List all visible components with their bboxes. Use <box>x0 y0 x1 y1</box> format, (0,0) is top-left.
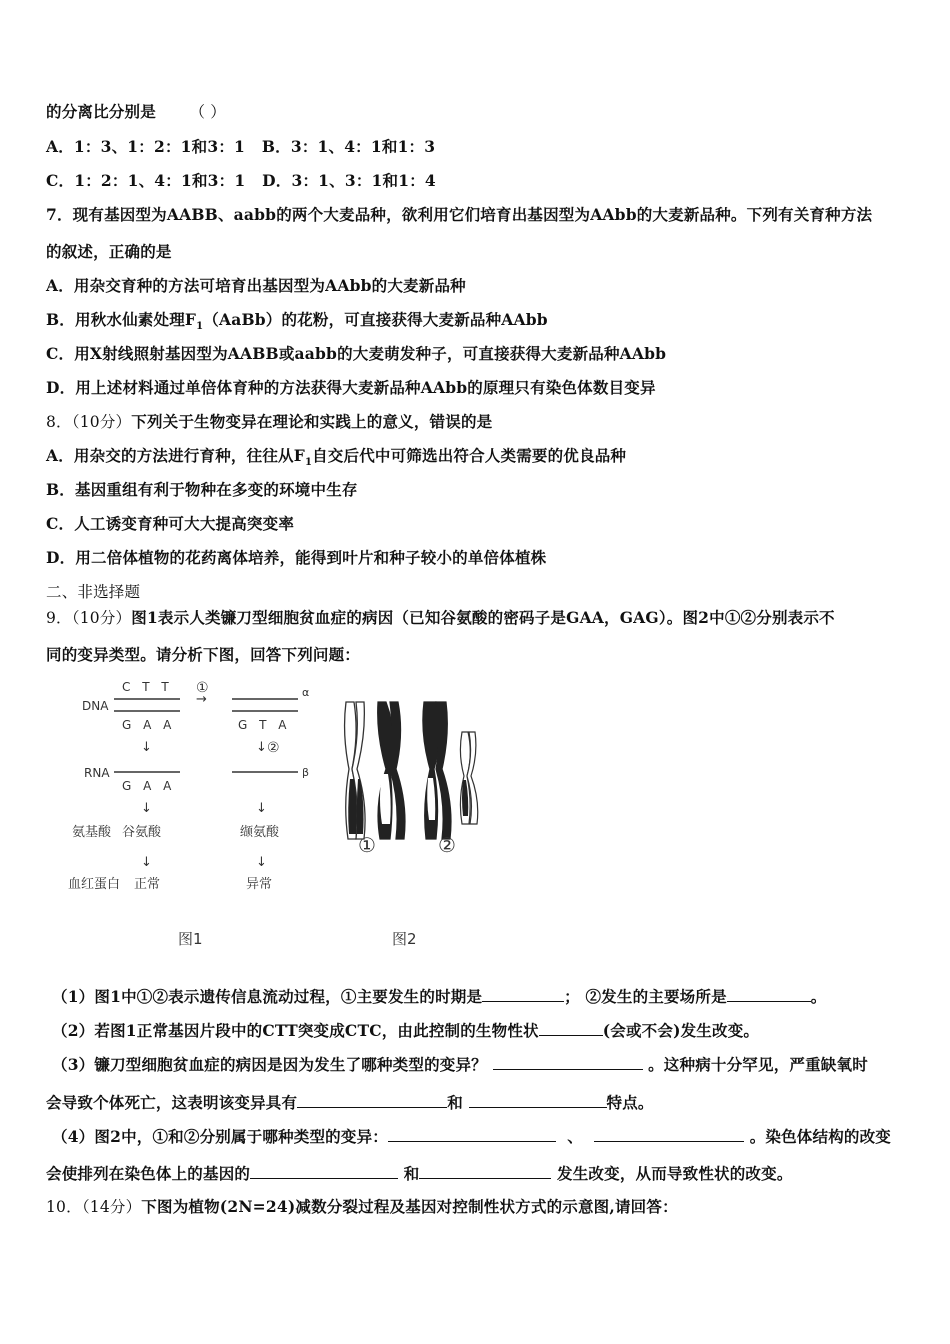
q8-stem: 8．（10分）下列关于生物变异在理论和实践上的意义，错误的是 <box>46 412 493 431</box>
answer-blank[interactable] <box>250 1163 398 1179</box>
hemoglobin-label: 血红蛋白 <box>68 877 121 892</box>
q9-stem-line1: 9．（10分）图1表示人类镰刀型细胞贫血症的病因（已知谷氨酸的密码子是GAA，GAG）。图2中①②分别表示不 <box>46 608 835 627</box>
q8-option-b: B．基因重组有利于物种在多变的环境中生存 <box>46 480 358 499</box>
arrow-down-icon: ↓ <box>256 801 267 816</box>
chromosome-pair-1 <box>345 702 366 839</box>
mutant-strand: G T A <box>238 718 291 732</box>
q6-option-c: C．1：2：1、4：1和3：1 <box>46 171 246 190</box>
chromosome-label-2: ② <box>438 833 456 857</box>
answer-blank[interactable] <box>297 1092 447 1108</box>
abnormal-label: 异常 <box>246 877 273 892</box>
q6-option-d: D．3：1、3：1和1：4 <box>262 171 436 190</box>
arrow-down-icon: ↓ <box>256 855 267 870</box>
normal-label: 正常 <box>134 877 161 892</box>
q10-stem: 10．（14分）下图为植物(2N=24)减数分裂过程及基因对控制性状方式的示意图,请回答： <box>46 1197 678 1216</box>
q9-figure-svg <box>60 674 520 964</box>
arrow-down-icon: ↓ <box>256 740 267 755</box>
q9-stem-line2: 同的变异类型。请分析下图，回答下列问题： <box>46 645 361 664</box>
q7-stem-line1: 7．现有基因型为AABB、aabb的两个大麦品种，欲利用它们培育出基因型为AAbb的大麦新品种。下列有关育种方法 <box>46 205 873 224</box>
q9-figure <box>60 674 520 964</box>
q7-option-a: A．用杂交育种的方法可培育出基因型为AAbb的大麦新品种 <box>46 276 466 295</box>
glutamic-acid: 谷氨酸 <box>122 825 162 840</box>
q9-sub1: （1）图1中①②表示遗传信息流动过程，①主要发生的时期是 ； ②发生的主要场所是 。 <box>52 987 827 1006</box>
rna-strand: G A A <box>122 779 176 793</box>
dna-bottom-strand: G A A <box>122 718 176 732</box>
section-heading: 二、非选择题 <box>46 583 141 601</box>
q6-options-cd <box>46 171 436 191</box>
q6-options-ab <box>46 137 435 157</box>
q9-sub4-line2: 会使排列在染色体上的基因的 和 发生改变，从而导致性状的改变。 <box>46 1164 793 1183</box>
fig1-caption: 图1 <box>178 930 203 948</box>
q9-sub2: （2）若图1正常基因片段中的CTT突变成CTC，由此控制的生物性状 (会或不会)发生改变。 <box>52 1021 760 1040</box>
q7-option-c: C．用X射线照射基因型为AABB或aabb的大麦萌发种子，可直接获得大麦新品种AAbb <box>46 344 667 363</box>
chromosome-pair-2-partner <box>460 732 477 824</box>
chromosome-label-1: ① <box>358 833 376 857</box>
q7-option-d: D．用上述材料通过单倍体育种的方法获得大麦新品种AAbb的原理只有染色体数目变异 <box>46 378 656 397</box>
q9-sub3-line1: （3）镰刀型细胞贫血症的病因是因为发生了哪种类型的变异？ 。这种病十分罕见，严重缺氧时 <box>52 1055 868 1074</box>
answer-blank[interactable] <box>469 1092 607 1108</box>
dna-top-strand: C T T <box>122 680 173 694</box>
dna-label: DNA <box>82 699 109 713</box>
q8-option-a: A．用杂交的方法进行育种，往往从$F_1$自交后代中可筛选出符合人类需要的优良品种 <box>46 446 627 469</box>
q6-option-b: B．3：1、4：1和1：3 <box>261 137 436 156</box>
answer-blank[interactable] <box>419 1163 551 1179</box>
step1-arrow-icon: → <box>196 692 207 707</box>
beta-label: β <box>302 766 310 779</box>
q6-option-a: A．1：3、1：2：1和3：1 <box>46 137 246 156</box>
arrow-down-icon: ↓ <box>141 740 152 755</box>
q6-stem: 的分离比分别是 （ ） <box>46 102 227 121</box>
step2-marker: ② <box>267 740 280 756</box>
arrow-down-icon: ↓ <box>141 801 152 816</box>
rna-label: RNA <box>84 766 110 780</box>
chromosome-pair-1-partner <box>378 702 405 839</box>
arrow-down-icon: ↓ <box>141 855 152 870</box>
chromosome-pair-2 <box>423 702 451 839</box>
answer-blank[interactable] <box>388 1126 556 1142</box>
answer-blank[interactable] <box>594 1126 744 1142</box>
fig2-caption: 图2 <box>392 930 417 948</box>
amino-acid-label: 氨基酸 <box>72 825 112 840</box>
answer-blank[interactable] <box>493 1054 643 1070</box>
valine: 缬氨酸 <box>240 825 280 840</box>
answer-blank[interactable] <box>727 986 811 1002</box>
q9-sub4-line1: （4）图2中，①和②分别属于哪种类型的变异： 、 。染色体结构的改变 <box>52 1127 892 1146</box>
step1-marker: ① <box>196 680 209 696</box>
q8-option-d: D．用二倍体植物的花药离体培养，能得到叶片和种子较小的单倍体植株 <box>46 548 547 567</box>
q9-sub3-line2: 会导致个体死亡，这表明该变异具有 和 特点。 <box>46 1093 654 1112</box>
q8-option-c: C．人工诱变育种可大大提高突变率 <box>46 514 295 533</box>
answer-blank[interactable] <box>539 1020 603 1036</box>
q7-option-b: B．用秋水仙素处理$F_1(AaBb)$的花粉，可直接获得大麦新品种AAbb <box>46 310 548 333</box>
answer-blank[interactable] <box>482 986 564 1002</box>
q7-stem-line2: 的叙述，正确的是 <box>46 242 172 261</box>
alpha-label: α <box>302 686 310 699</box>
